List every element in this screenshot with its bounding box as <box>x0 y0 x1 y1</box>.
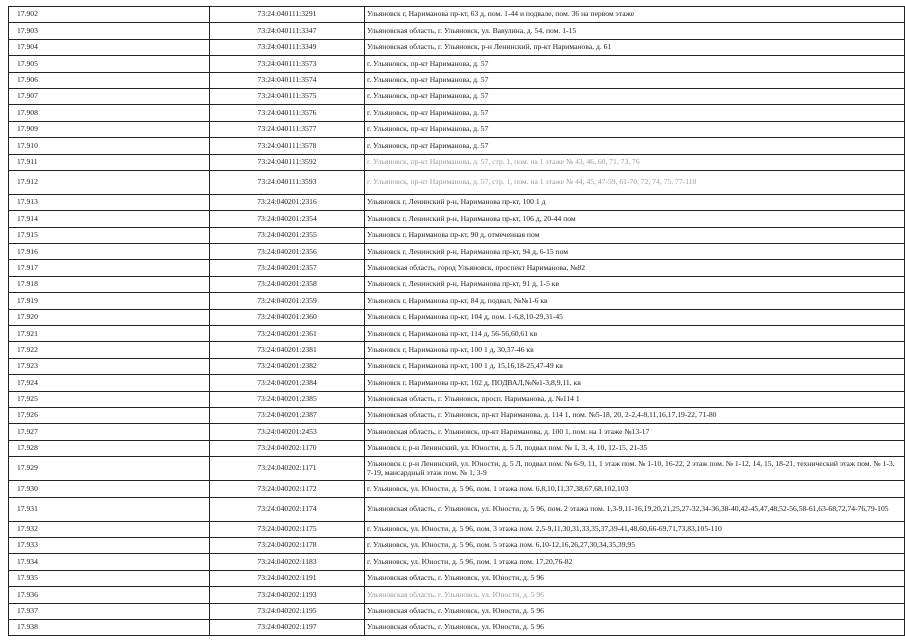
cadastral-number-cell: 73:24:040111:3592 <box>210 154 365 170</box>
cadastral-number-cell: 73:24:040201:2385 <box>210 391 365 407</box>
address-cell: Ульяновская область, г. Ульяновск, ул. Юности, д. 5 96 <box>365 587 905 603</box>
cadastral-number-cell: 73:24:040202:1183 <box>210 554 365 570</box>
row-number-cell: 17.922 <box>9 342 210 358</box>
address-cell: Ульяновская область, г. Ульяновск, ул. Вавулина, д. 54, пом. 1-15 <box>365 23 905 39</box>
row-number-cell: 17.921 <box>9 326 210 342</box>
property-table <box>8 6 905 636</box>
cadastral-number-cell: 73:24:040201:2382 <box>210 358 365 374</box>
address-cell: Ульяновская область, г. Ульяновск, ул. Юности, д. 5 96 <box>365 619 905 635</box>
table-row <box>9 342 905 358</box>
row-number-cell: 17.925 <box>9 391 210 407</box>
row-number-cell: 17.907 <box>9 88 210 104</box>
cadastral-number-cell: 73:24:040111:3291 <box>210 7 365 23</box>
table-row <box>9 326 905 342</box>
address-cell: Ульяновск г, Нариманова пр-кт, 104 д, пом. 1-6,8,10-29,31-45 <box>365 309 905 325</box>
cadastral-number-cell: 73:24:040201:2354 <box>210 211 365 227</box>
address-cell: г. Ульяновск, пр-кт Нариманова, д. 57 <box>365 121 905 137</box>
row-number-cell: 17.911 <box>9 154 210 170</box>
table-row <box>9 603 905 619</box>
cadastral-number-cell: 73:24:040202:1172 <box>210 481 365 497</box>
address-cell: Ульяновск г, Нариманова пр-кт, 100 1 д, 30,37-46 кв <box>365 342 905 358</box>
row-number-cell: 17.912 <box>9 170 210 194</box>
row-number-cell: 17.910 <box>9 138 210 154</box>
table-row <box>9 309 905 325</box>
table-row <box>9 619 905 635</box>
row-number-cell: 17.909 <box>9 121 210 137</box>
table-row <box>9 391 905 407</box>
table-row <box>9 105 905 121</box>
cadastral-number-cell: 73:24:040201:2360 <box>210 309 365 325</box>
address-cell: Ульяновск г, Нариманова пр-кт, 114 д, 56-56,60,61 кв <box>365 326 905 342</box>
row-number-cell: 17.920 <box>9 309 210 325</box>
row-number-cell: 17.927 <box>9 424 210 440</box>
table-row <box>9 121 905 137</box>
table-body <box>9 7 905 636</box>
table-row <box>9 276 905 292</box>
row-number-cell: 17.934 <box>9 554 210 570</box>
row-number-cell: 17.932 <box>9 521 210 537</box>
row-number-cell: 17.906 <box>9 72 210 88</box>
address-cell: Ульяновск г, Нариманова пр-кт, 102 д, ПОДВАЛ,№№1-3,8,9,11, кв <box>365 375 905 391</box>
table-row <box>9 227 905 243</box>
table-row <box>9 7 905 23</box>
row-number-cell: 17.918 <box>9 276 210 292</box>
cadastral-number-cell: 73:24:040201:2357 <box>210 260 365 276</box>
cadastral-number-cell: 73:24:040201:2356 <box>210 244 365 260</box>
row-number-cell: 17.913 <box>9 194 210 210</box>
cadastral-number-cell: 73:24:040202:1170 <box>210 440 365 456</box>
address-cell: Ульяновск г, Нариманова пр-кт, 63 д, пом. 1-44 и подвале, пом. 36 на первом этаже <box>365 7 905 23</box>
cadastral-number-cell: 73:24:040111:3347 <box>210 23 365 39</box>
cadastral-number-cell: 73:24:040202:1175 <box>210 521 365 537</box>
table-row <box>9 521 905 537</box>
table-row <box>9 554 905 570</box>
row-number-cell: 17.931 <box>9 497 210 521</box>
row-number-cell: 17.902 <box>9 7 210 23</box>
table-row <box>9 537 905 553</box>
row-number-cell: 17.905 <box>9 56 210 72</box>
cadastral-number-cell: 73:24:040201:2381 <box>210 342 365 358</box>
cadastral-number-cell: 73:24:040201:2359 <box>210 293 365 309</box>
cadastral-number-cell: 73:24:040202:1178 <box>210 537 365 553</box>
cadastral-number-cell: 73:24:040111:3573 <box>210 56 365 72</box>
row-number-cell: 17.926 <box>9 407 210 423</box>
cadastral-number-cell: 73:24:040201:2453 <box>210 424 365 440</box>
scanned-document-page <box>8 6 901 636</box>
cadastral-number-cell: 73:24:040201:2361 <box>210 326 365 342</box>
table-row <box>9 138 905 154</box>
address-cell: Ульяновск г, Нариманова пр-кт, 90 д, отмеченная пом <box>365 227 905 243</box>
row-number-cell: 17.915 <box>9 227 210 243</box>
address-cell: г. Ульяновск, пр-кт Нариманова, д. 57, стр. 1, пом. на 1 этаже № 44, 45, 47-59, 61-70, 72, 74, 75, 77-110 <box>365 170 905 194</box>
cadastral-number-cell: 73:24:040201:2384 <box>210 375 365 391</box>
table-row <box>9 194 905 210</box>
table-row <box>9 407 905 423</box>
cadastral-number-cell: 73:24:040111:3574 <box>210 72 365 88</box>
address-cell: г. Ульяновск, ул. Юности, д. 5 96, пом. 5 этажа пом. 6,10-12,16,26,27,30,34,35,39,95 <box>365 537 905 553</box>
table-row <box>9 457 905 481</box>
address-cell: г. Ульяновск, пр-кт Нариманова, д. 57 <box>365 138 905 154</box>
cadastral-number-cell: 73:24:040202:1171 <box>210 457 365 481</box>
table-row <box>9 587 905 603</box>
address-cell: Ульяновск г, Ленинский р-н, Нариманова пр-кт, 94 д, 6-15 пом <box>365 244 905 260</box>
cadastral-number-cell: 73:24:040202:1193 <box>210 587 365 603</box>
address-cell: Ульяновская область, г. Ульяновск, р-н Ленинский, пр-кт Нариманова, д. 61 <box>365 39 905 55</box>
cadastral-number-cell: 73:24:040111:3593 <box>210 170 365 194</box>
address-cell: Ульяновская область, г. Ульяновск, пр-кт Нариманова, д. 114 1, пом. №5-18, 20, 2-2,4-8,11,16,17,19-22, 71-80 <box>365 407 905 423</box>
address-cell: Ульяновская область, г. Ульяновск, просп. Нариманова, д. №114 1 <box>365 391 905 407</box>
table-row <box>9 88 905 104</box>
cadastral-number-cell: 73:24:040201:2316 <box>210 194 365 210</box>
address-cell: Ульяновск г, Ленинский р-н, Нариманова пр-кт, 91 д, 1-5 кв <box>365 276 905 292</box>
table-row <box>9 497 905 521</box>
address-cell: Ульяновск г, Ленинский р-н, Нариманова пр-кт, 106 д, 20-44 пом <box>365 211 905 227</box>
address-cell: Ульяновск г, Нариманова пр-кт, 84 д, подвал, №№1-6 кв <box>365 293 905 309</box>
address-cell: Ульяновская область, г. Ульяновск, ул. Юности, д. 5 96 <box>365 603 905 619</box>
address-cell: Ульяновская область, г. Ульяновск, ул. Юности, д. 5 96 <box>365 570 905 586</box>
row-number-cell: 17.917 <box>9 260 210 276</box>
row-number-cell: 17.928 <box>9 440 210 456</box>
address-cell: Ульяновская область, город Ульяновск, проспект Нариманова, №82 <box>365 260 905 276</box>
row-number-cell: 17.903 <box>9 23 210 39</box>
address-cell: г. Ульяновск, ул. Юности, д. 5 96, пом. 1 этажа пом. 6,8,10,11,37,38,67,68,102,103 <box>365 481 905 497</box>
row-number-cell: 17.914 <box>9 211 210 227</box>
cadastral-number-cell: 73:24:040111:3349 <box>210 39 365 55</box>
cadastral-number-cell: 73:24:040111:3578 <box>210 138 365 154</box>
table-row <box>9 72 905 88</box>
row-number-cell: 17.924 <box>9 375 210 391</box>
row-number-cell: 17.919 <box>9 293 210 309</box>
table-row <box>9 154 905 170</box>
address-cell: г. Ульяновск, ул. Юности, д. 5 96, пом. 3 этажа пом. 2,5-9,11,30,31,33,35,37,39-41,48,60,66-69,71,73,83,105-110 <box>365 521 905 537</box>
cadastral-number-cell: 73:24:040202:1191 <box>210 570 365 586</box>
row-number-cell: 17.916 <box>9 244 210 260</box>
address-cell: г. Ульяновск, пр-кт Нариманова, д. 57 <box>365 88 905 104</box>
address-cell: Ульяновск г, р-н Ленинский, ул. Юности, д. 5 Л, подвал пом. № 1, 3, 4, 10, 12-15, 21-35 <box>365 440 905 456</box>
address-cell: г. Ульяновск, ул. Юности, д. 5 96, пом. 1 этажа пом. 17,20,76-82 <box>365 554 905 570</box>
table-row <box>9 481 905 497</box>
address-cell: г. Ульяновск, пр-кт Нариманова, д. 57 <box>365 105 905 121</box>
cadastral-number-cell: 73:24:040201:2358 <box>210 276 365 292</box>
row-number-cell: 17.938 <box>9 619 210 635</box>
row-number-cell: 17.936 <box>9 587 210 603</box>
address-cell: Ульяновская область, г. Ульяновск, пр-кт Нариманова, д. 100 1, пом. на 1 этаже №13-17 <box>365 424 905 440</box>
table-row <box>9 570 905 586</box>
cadastral-number-cell: 73:24:040201:2387 <box>210 407 365 423</box>
table-row <box>9 211 905 227</box>
cadastral-number-cell: 73:24:040201:2355 <box>210 227 365 243</box>
row-number-cell: 17.933 <box>9 537 210 553</box>
row-number-cell: 17.937 <box>9 603 210 619</box>
address-cell: г. Ульяновск, пр-кт Нариманова, д. 57 <box>365 56 905 72</box>
table-row <box>9 23 905 39</box>
row-number-cell: 17.908 <box>9 105 210 121</box>
address-cell: Ульяновск г, Ленинский р-н, Нариманова пр-кт, 100 1 д <box>365 194 905 210</box>
row-number-cell: 17.935 <box>9 570 210 586</box>
table-row <box>9 56 905 72</box>
cadastral-number-cell: 73:24:040202:1195 <box>210 603 365 619</box>
cadastral-number-cell: 73:24:040111:3577 <box>210 121 365 137</box>
cadastral-number-cell: 73:24:040111:3576 <box>210 105 365 121</box>
row-number-cell: 17.923 <box>9 358 210 374</box>
table-row <box>9 244 905 260</box>
address-cell: г. Ульяновск, пр-кт Нариманова, д. 57 <box>365 72 905 88</box>
table-row <box>9 440 905 456</box>
address-cell: г. Ульяновск, пр-кт Нариманова, д. 57, стр. 1, пом. на 1 этаже № 43, 46, 60, 71, 73, 76 <box>365 154 905 170</box>
cadastral-number-cell: 73:24:040202:1174 <box>210 497 365 521</box>
cadastral-number-cell: 73:24:040202:1197 <box>210 619 365 635</box>
row-number-cell: 17.929 <box>9 457 210 481</box>
address-cell: Ульяновская область, г. Ульяновск, ул. Юности, д. 5 96, пом. 2 этажа пом. 1,3-9,11-16,19,20,21,25,27-32,34-36,38-40,42-45,47,48,52-56,58-61,63-68,72,74-76,79-105 <box>365 497 905 521</box>
address-cell: Ульяновск г, Нариманова пр-кт, 100 1 д, 15,16,18-25,47-49 кв <box>365 358 905 374</box>
table-row <box>9 170 905 194</box>
table-row <box>9 293 905 309</box>
row-number-cell: 17.904 <box>9 39 210 55</box>
table-row <box>9 375 905 391</box>
row-number-cell: 17.930 <box>9 481 210 497</box>
cadastral-number-cell: 73:24:040111:3575 <box>210 88 365 104</box>
table-row <box>9 424 905 440</box>
address-cell: Ульяновск г, р-н Ленинский, ул. Юности, д. 5 Л, подвал пом. № 6-9, 11, 1 этаж пом. № 1-10, 16-22, 2 этаж пом. № 1-12, 14, 15, 18-21, технический этаж пом. № 1-3, 7-19, мансардный этаж пом. № 1, 3-9 <box>365 457 905 481</box>
table-row <box>9 260 905 276</box>
table-row <box>9 39 905 55</box>
table-row <box>9 358 905 374</box>
